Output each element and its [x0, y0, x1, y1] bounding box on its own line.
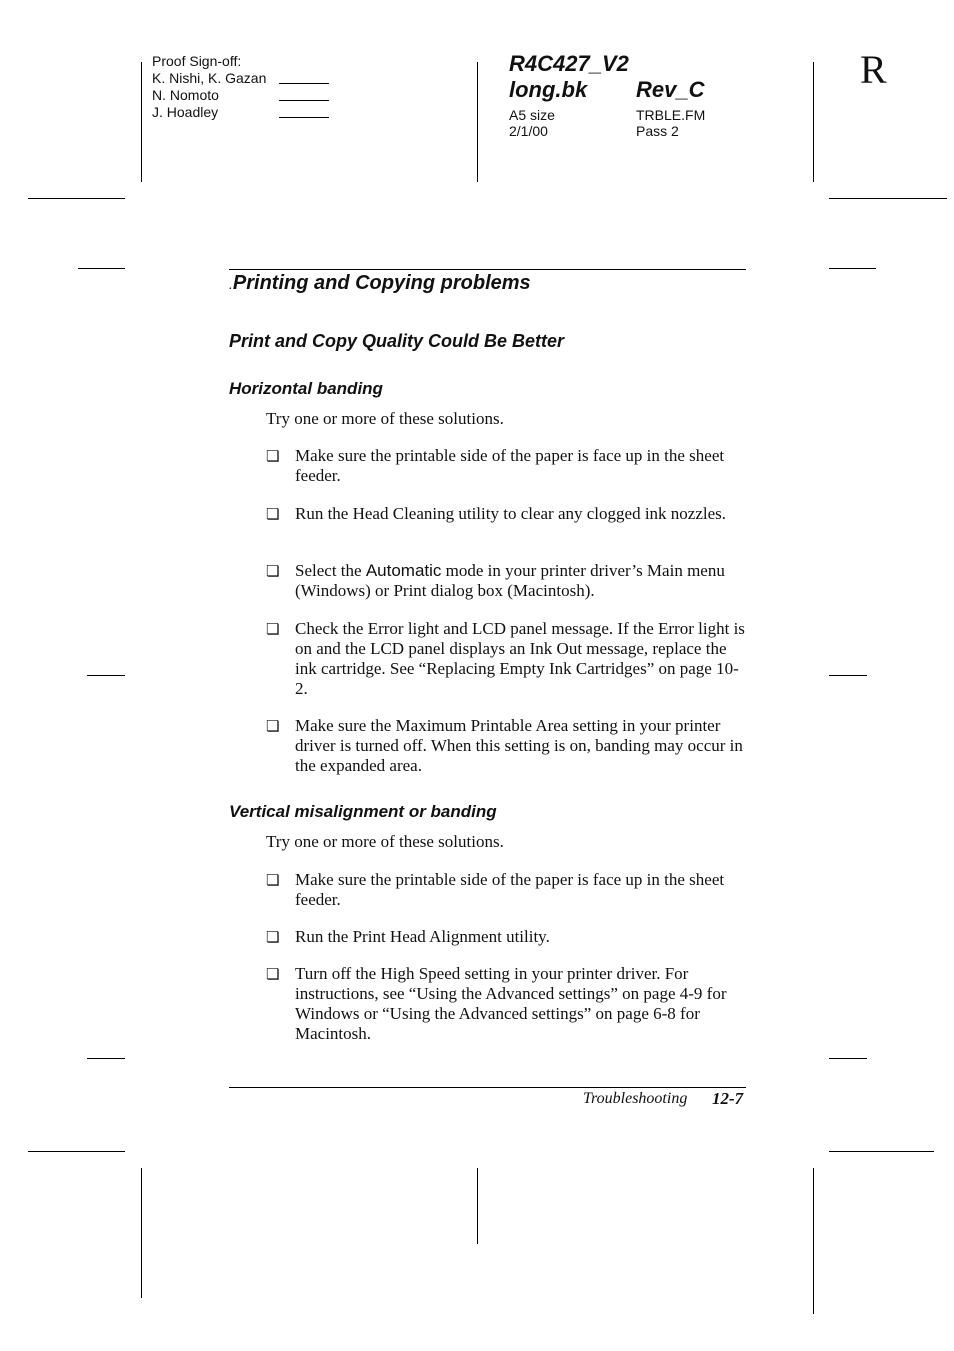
- crop-mark: [141, 1168, 142, 1298]
- crop-mark: [28, 1151, 125, 1152]
- revision: Rev_C: [636, 77, 705, 102]
- list-item: [266, 561, 748, 601]
- pass-number: Pass 2: [636, 123, 679, 139]
- footer-chapter-label: Troubleshooting: [583, 1090, 688, 1107]
- signer-row: [152, 70, 266, 87]
- checkbox-bullet-icon: ❏: [266, 447, 280, 465]
- crop-mark: [829, 268, 876, 269]
- chapter-title: [229, 270, 531, 297]
- list-item: [266, 927, 748, 947]
- list-item-text: Run the Head Cleaning utility to clear any clogged ink nozzles.: [295, 504, 727, 523]
- list-item: [266, 870, 748, 910]
- footer-rule: [229, 1087, 746, 1088]
- list-item-text: Check the Error light and LCD panel message. If the Error light is on and the LCD panel displays an Ink Out message, replace the ink cartridge. See “Replacing Empty Ink Cartridges” on page 10-2.: [295, 619, 745, 698]
- text-run: Select the: [295, 561, 366, 580]
- signature-line: [279, 83, 329, 84]
- signer-row: [152, 87, 266, 104]
- subsection-title: Horizontal banding: [229, 379, 383, 398]
- chapter-dot: .: [229, 276, 233, 292]
- crop-mark: [477, 62, 478, 182]
- list-item-text: Make sure the Maximum Printable Area setting in your printer driver is turned off. When this setting is on, banding may occur in the expanded area.: [295, 716, 743, 775]
- proof-title: Proof Sign-off:: [152, 53, 242, 69]
- crop-mark: [829, 675, 867, 676]
- checkbox-bullet-icon: ❏: [266, 620, 280, 638]
- list-item-text: Run the Print Head Alignment utility.: [295, 927, 550, 946]
- signature-line: [279, 117, 329, 118]
- checkbox-bullet-icon: ❏: [266, 965, 280, 983]
- subsection-intro: Try one or more of these solutions.: [266, 832, 504, 851]
- subsection-intro: Try one or more of these solutions.: [266, 409, 504, 428]
- crop-mark: [829, 198, 947, 199]
- checkbox-bullet-icon: ❏: [266, 717, 280, 735]
- crop-mark: [813, 1168, 814, 1314]
- checkbox-bullet-icon: ❏: [266, 871, 280, 889]
- list-item: [266, 716, 748, 776]
- section-mark: R: [860, 47, 887, 92]
- signature-line: [279, 100, 329, 101]
- list-item: [266, 446, 748, 486]
- book-name: long.bk: [509, 77, 588, 102]
- signer-row: [152, 104, 266, 121]
- crop-mark: [78, 268, 125, 269]
- list-item-text: Make sure the printable side of the paper is face up in the sheet feeder.: [295, 446, 725, 485]
- list-item: [266, 964, 748, 1044]
- doc-code: R4C427_V2: [509, 51, 629, 76]
- page-number: 12-7: [712, 1089, 744, 1108]
- crop-mark: [141, 62, 142, 182]
- crop-mark: [87, 675, 125, 676]
- setting-name: Automatic: [365, 561, 442, 580]
- doc-date: 2/1/00: [509, 123, 548, 139]
- section-title: Print and Copy Quality Could Be Better: [229, 331, 565, 351]
- list-item: [266, 619, 748, 699]
- signer-name: K. Nishi, K. Gazan: [152, 70, 267, 86]
- chapter-title-text: Printing and Copying problems: [232, 272, 531, 294]
- list-item: [266, 504, 748, 524]
- signer-name: J. Hoadley: [152, 104, 219, 120]
- list-item-text: Turn off the High Speed setting in your printer driver. For instructions, see “Using the Advanced settings” on page 4-9 for Windows or “Using the Advanced settings” on page 6-8 for Macintosh.: [295, 964, 727, 1043]
- list-item-text: Make sure the printable side of the paper is face up in the sheet feeder.: [295, 870, 725, 909]
- crop-mark: [477, 1168, 478, 1244]
- list-item-text: [295, 561, 748, 601]
- checkbox-bullet-icon: ❏: [266, 505, 280, 523]
- crop-mark: [829, 1058, 867, 1059]
- subsection-title: Vertical misalignment or banding: [229, 802, 497, 821]
- crop-mark: [813, 62, 814, 182]
- file-name: TRBLE.FM: [636, 107, 706, 123]
- checkbox-bullet-icon: ❏: [266, 928, 280, 946]
- crop-mark: [829, 1151, 934, 1152]
- proof-signoff: [152, 53, 266, 121]
- checkbox-bullet-icon: ❏: [266, 562, 280, 580]
- crop-mark: [28, 198, 125, 199]
- crop-mark: [87, 1058, 125, 1059]
- signer-name: N. Nomoto: [152, 87, 219, 103]
- page-size: A5 size: [509, 107, 555, 123]
- text-run: mode in your printer driver’s Main menu (Windows) or Print dialog box (Macintosh).: [295, 561, 725, 600]
